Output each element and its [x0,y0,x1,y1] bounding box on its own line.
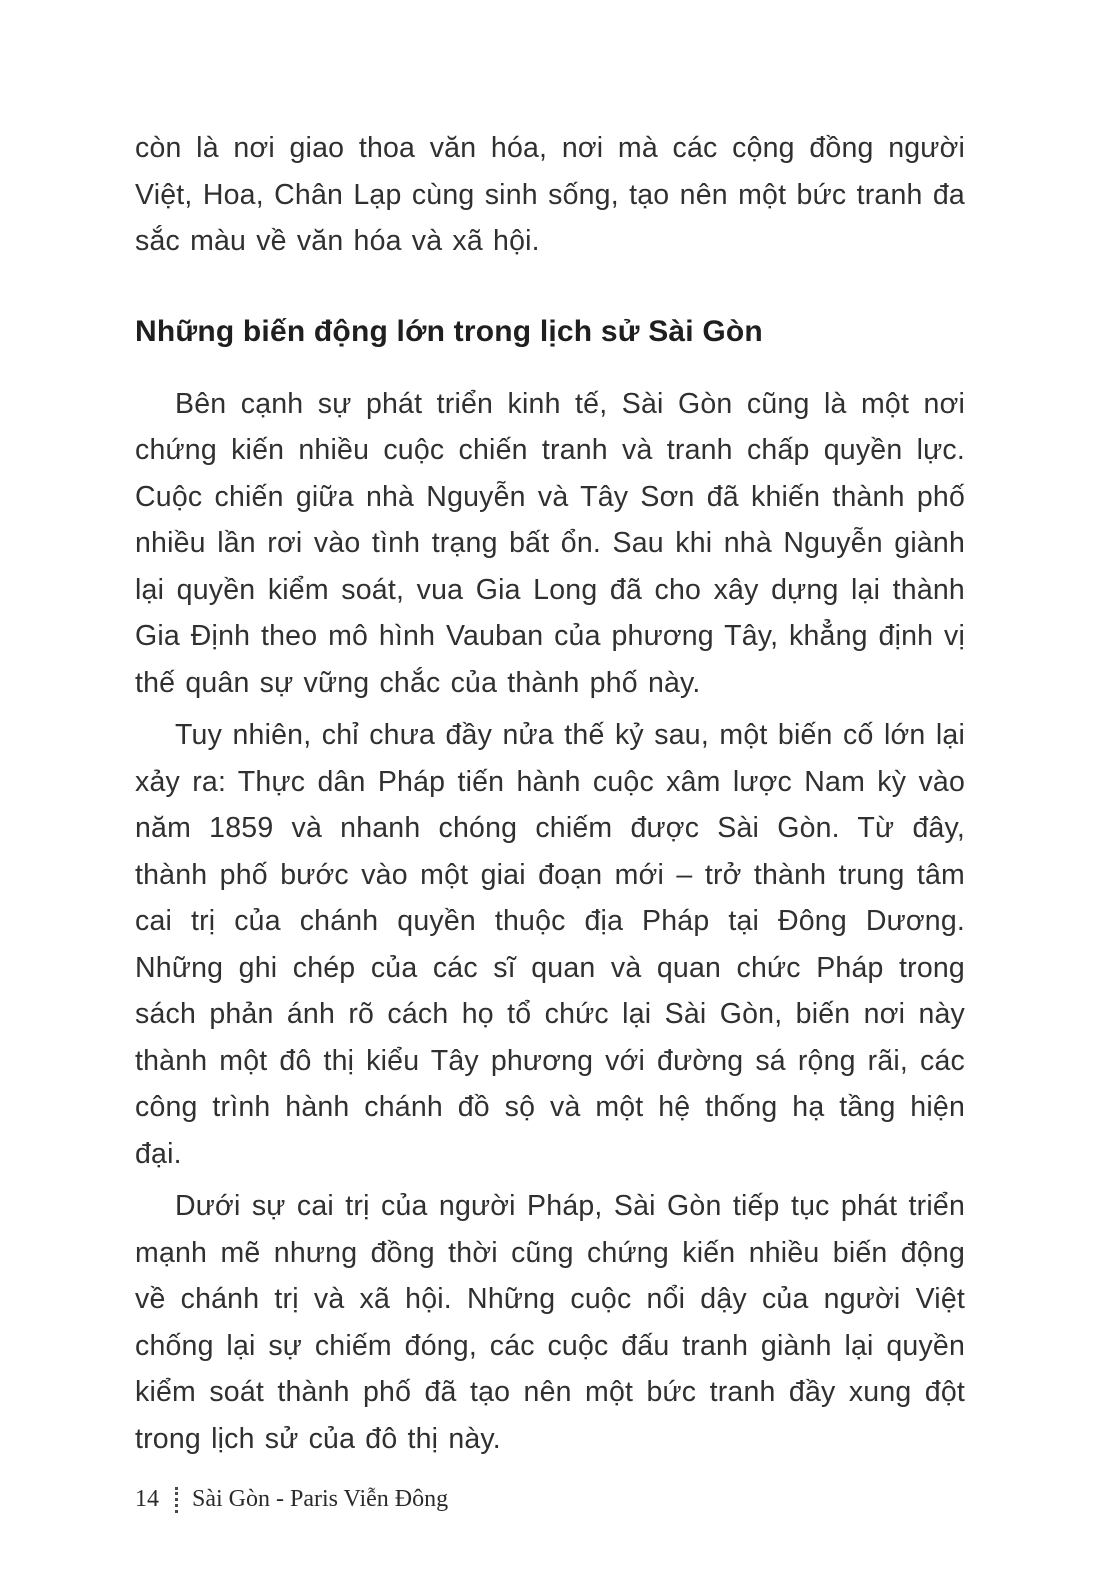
body-paragraph-2: Tuy nhiên, chỉ chưa đầy nửa thế kỷ sau, một biến cố lớn lại xảy ra: Thực dân Pháp tiến hành cuộc xâm lược Nam kỳ vào năm 1859 và nhanh chóng chiếm được Sài Gòn. Từ đây, thành phố bước vào một giai đoạn mới – trở thành trung tâm cai trị của chánh quyền thuộc địa Pháp tại Đông Dương. Những ghi chép của các sĩ quan và quan chức Pháp trong sách phản ánh rõ cách họ tổ chức lại Sài Gòn, biến nơi này thành một đô thị kiểu Tây phương với đường sá rộng rãi, các công trình hành chánh đồ sộ và một hệ thống hạ tầng hiện đại. [135,719,965,1170]
section-heading: Những biến động lớn trong lịch sử Sài Gòn [135,314,763,348]
page-number: 14 [135,1486,159,1512]
footer-divider [175,1487,178,1513]
body-paragraph-3: Dưới sự cai trị của người Pháp, Sài Gòn tiếp tục phát triển mạnh mẽ nhưng đồng thời cũng chứng kiến nhiều biến động về chánh trị và xã hội. Những cuộc nổi dậy của người Việt chống lại sự chiếm đóng, các cuộc đấu tranh giành lại quyền kiểm soát thành phố đã tạo nên một bức tranh đầy xung đột trong lịch sử của đô thị này. [135,1190,965,1455]
page-content [135,125,965,1462]
body-paragraph-1: Bên cạnh sự phát triển kinh tế, Sài Gòn cũng là một nơi chứng kiến nhiều cuộc chiến tranh và tranh chấp quyền lực. Cuộc chiến giữa nhà Nguyễn và Tây Sơn đã khiến thành phố nhiều lần rơi vào tình trạng bất ổn. Sau khi nhà Nguyễn giành lại quyền kiểm soát, vua Gia Long đã cho xây dựng lại thành Gia Định theo mô hình Vauban của phương Tây, khẳng định vị thế quân sự vững chắc của thành phố này. [135,387,965,699]
footer-book-title: Sài Gòn - Paris Viễn Đông [192,1486,449,1512]
page-footer [135,1486,448,1513]
intro-paragraph: còn là nơi giao thoa văn hóa, nơi mà các cộng đồng người Việt, Hoa, Chân Lạp cùng sinh sống, tạo nên một bức tranh đa sắc màu về văn hóa và xã hội. [135,132,965,257]
